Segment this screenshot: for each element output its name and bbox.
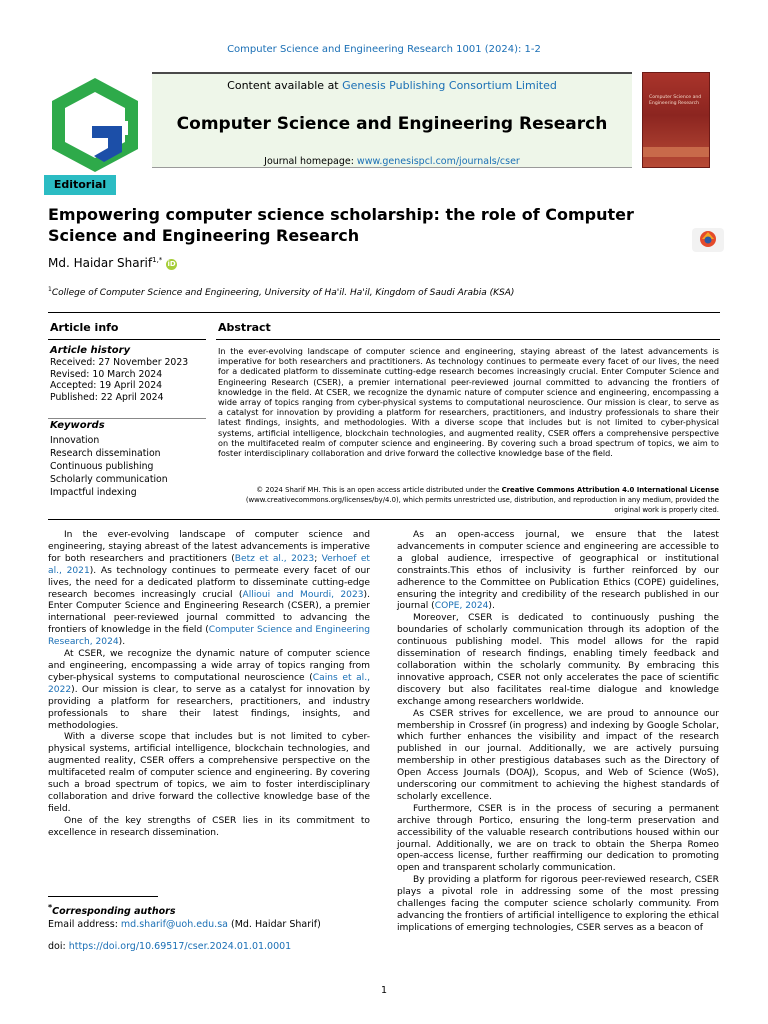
journal-title: Computer Science and Engineering Research <box>176 114 608 134</box>
history-received: Received: 27 November 2023 <box>50 357 189 368</box>
publisher-logo-icon <box>48 76 142 174</box>
keyword-item: Innovation <box>50 435 100 446</box>
body-paragraph: One of the key strengths of CSER lies in its commitment to excellence in research dissemination. <box>48 815 370 838</box>
body-paragraph: At CSER, we recognize the dynamic nature of computer science and engineering, encompassing a wide array of topics ranging from cyber-physical systems to computational neuroscience (Cains et al., 2022). Our mission is clear, to serve as a catalyst for innovation by providing a platform for researchers, practitioners, and industry professionals to share their latest findings, insights, and methodologies. <box>48 649 370 731</box>
keyword-item: Scholarly communication <box>50 474 168 485</box>
journal-homepage: Journal homepage: www.genesispcl.com/journals/cser <box>264 156 520 167</box>
email-line: Email address: md.sharif@uoh.edu.sa (Md. Haidar Sharif) <box>48 919 321 931</box>
abstract-text: In the ever-evolving landscape of computer science and engineering, staying abreast of the latest advancements is imperative for both researchers and practitioners. As technology continues to permeate every facet of our lives, the need for a dedicated platform to disseminate cutting-edge research becomes increasingly crucial. Enter Computer Science and Engineering Research (CSER), a premier international peer-reviewed journal committed to advancing the frontiers of knowledge in the field. At CSER, we recognize the dynamic nature of computer science and engineering, encompassing a wide array of topics ranging from cyber-physical systems to computational neuroscience. Our mission is clear, to serve as a catalyst for innovation by providing a platform for researchers, practitioners, and industry professionals to share their latest findings, insights, and methodologies. With a diverse scope that includes but is not limited to cyber-physical systems, artificial intelligence, blockchain technologies, and augmented reality, CSER offers a comprehensive perspective on the multifaceted realm of computer science and engineering. By covering such a broad spectrum of topics, we aim to foster interdisciplinary collaboration and drive forward the collective knowledge base of the field. <box>218 346 719 459</box>
content-availability: Content available at Genesis Publishing Consortium Limited <box>227 79 557 92</box>
divider-bottom <box>48 519 720 520</box>
citation-link[interactable]: Computer Science and Engineering Research, 2024 <box>48 625 370 648</box>
author-name: Md. Haidar Sharif <box>48 256 153 270</box>
journal-cover <box>642 72 710 168</box>
divider-abstract <box>216 339 720 340</box>
author-affil-mark: 1,* <box>152 256 163 264</box>
body-paragraph: By providing a platform for rigorous peer-reviewed research, CSER plays a pivotal role in addressing some of the most pressing challenges facing the computer science scholarly community. From advancing the frontiers of artificial intelligence to exploring the ethical implications of emerging technologies, CSER serves as a beacon of <box>397 875 719 933</box>
article-info-heading: Article info <box>50 321 119 334</box>
doi-link[interactable]: https://doi.org/10.69517/cser.2024.01.01.0001 <box>68 941 292 952</box>
article-type-badge: Editorial <box>44 175 116 195</box>
article-title: Empowering computer science scholarship: the role of Computer Science and Engineering Research <box>48 205 634 245</box>
citation-link[interactable]: Verhoef et al., 2021 <box>48 553 370 576</box>
citation-link[interactable]: Allioui and Mourdi, 2023 <box>242 589 364 600</box>
keywords-list <box>50 434 168 499</box>
keyword-item: Research dissemination <box>50 448 161 459</box>
body-paragraph: In the ever-evolving landscape of computer science and engineering, staying abreast of the latest advancements is imperative for both researchers and practitioners (Betz et al., 2023; Verhoef et al., 2021). As technology continues to permeate every facet of our lives, the need for a dedicated platform to disseminate cutting-edge research becomes increasingly crucial (Allioui and Mourdi, 2023). Enter Computer Science and Engineering Research (CSER), a premier international peer-reviewed journal committed to advancing the frontiers of knowledge in the field (Computer Science and Engineering Research, 2024). <box>48 530 370 648</box>
body-paragraph: Moreover, CSER is dedicated to continuously pushing the boundaries of scholarly communication through its adoption of the continuous publishing model. This model allows for the rapid dissemination of research findings, enabling timely feedback and collaboration within the scholarly community. By embracing this innovative approach, CSER not only accelerates the pace of scientific discovery but also facilitates real-time dialogue and knowledge exchange among researchers worldwide. <box>397 613 719 707</box>
body-paragraph: Furthermore, CSER is in the process of securing a permanent archive through Portico, ensuring the long-term preservation and accessibility of the valuable research contributions housed within our journal. Additionally, we are on track to obtain the Sherpa Romeo open-access license, further reaffirming our dedication to promoting open and transparent scholarly communication. <box>397 803 719 874</box>
journal-citation: Computer Science and Engineering Research 1001 (2024): 1-2 <box>227 44 541 55</box>
page-number: 1 <box>380 985 388 996</box>
cover-band <box>643 147 709 157</box>
history-accepted: Accepted: 19 April 2024 <box>50 380 163 391</box>
publisher-link[interactable]: Genesis Publishing Consortium Limited <box>342 79 557 92</box>
homepage-link[interactable]: www.genesispcl.com/journals/cser <box>356 156 520 167</box>
divider-top <box>48 312 720 313</box>
divider-info <box>48 339 206 340</box>
doi-line: doi: https://doi.org/10.69517/cser.2024.01.01.0001 <box>48 941 292 952</box>
author-line <box>48 256 177 270</box>
affiliation: $^1$College of Computer Science and Engineering, University of Ha'il. Ha'il, Kingdom of Saudi Arabia (KSA) <box>48 286 515 298</box>
body-paragraph: As CSER strives for excellence, we are proud to announce our membership in Crossref (in progress) and indexing by Google Scholar, which further enhances the visibility and impact of the research published in our journal. Additionally, we are actively pursuing membership in other prestigious databases such as the Directory of Open Access Journals (DOAJ), Scopus, and Web of Science (WoS), underscoring our commitment to achieving the highest standards of scholarly excellence. <box>397 708 719 802</box>
citation-link[interactable]: Cains et al., 2022 <box>48 672 370 695</box>
body-column-right <box>397 530 719 935</box>
corresponding-author <box>48 901 370 931</box>
keyword-item: Continuous publishing <box>50 461 154 472</box>
article-history <box>50 357 188 403</box>
body-paragraph: As an open-access journal, we ensure that the latest advancements in computer science and engineering are accessible to a global audience, irrespective of geographical or institutional constraints.This ethos of inclusivity is further reinforced by our adherence to the Committee on Publication Ethics (COPE) guidelines, ensuring the integrity and credibility of the research published in our journal (COPE, 2024). <box>397 530 719 612</box>
keywords-heading: Keywords <box>50 420 105 431</box>
orcid-icon[interactable]: iD <box>167 260 176 268</box>
cover-title: Computer Science and Engineering Research <box>649 95 702 106</box>
body-paragraph: With a diverse scope that includes but is not limited to cyber-physical systems, artificial intelligence, blockchain technologies, and augmented reality, CSER offers a comprehensive perspective on the multifaceted realm of computer science and engineering. By covering such a broad spectrum of topics, we aim to foster interdisciplinary collaboration and drive forward the collective knowledge base of the field. <box>48 732 370 814</box>
history-heading: Article history <box>50 345 131 356</box>
abstract-heading: Abstract <box>218 321 271 334</box>
citation-link[interactable]: COPE, 2024 <box>434 601 489 612</box>
check-for-updates-icon[interactable] <box>688 228 728 266</box>
corresponding-heading: *Corresponding authors <box>48 903 176 918</box>
history-revised: Revised: 10 March 2024 <box>50 368 163 380</box>
history-published: Published: 22 April 2024 <box>50 391 164 403</box>
divider-keywords <box>48 418 206 419</box>
body-column-left <box>48 530 370 840</box>
email-link[interactable]: md.sharif@uoh.edu.sa <box>120 919 228 931</box>
license-notice: © 2024 Sharif MH. This is an open access article distributed under the Creative Commons Attribution 4.0 International License (www.creativecommons.org/licenses/by/4.0), which permits unrestricted use, distribution, and reproduction in any medium, provided the original work is properly cited. <box>245 486 719 514</box>
license-name: Creative Commons Attribution 4.0 International License <box>501 486 719 494</box>
footnote-rule <box>48 896 158 897</box>
citation-link[interactable]: Betz et al., 2023 <box>234 553 315 564</box>
journal-header <box>152 72 632 168</box>
keyword-item: Impactful indexing <box>50 487 137 498</box>
